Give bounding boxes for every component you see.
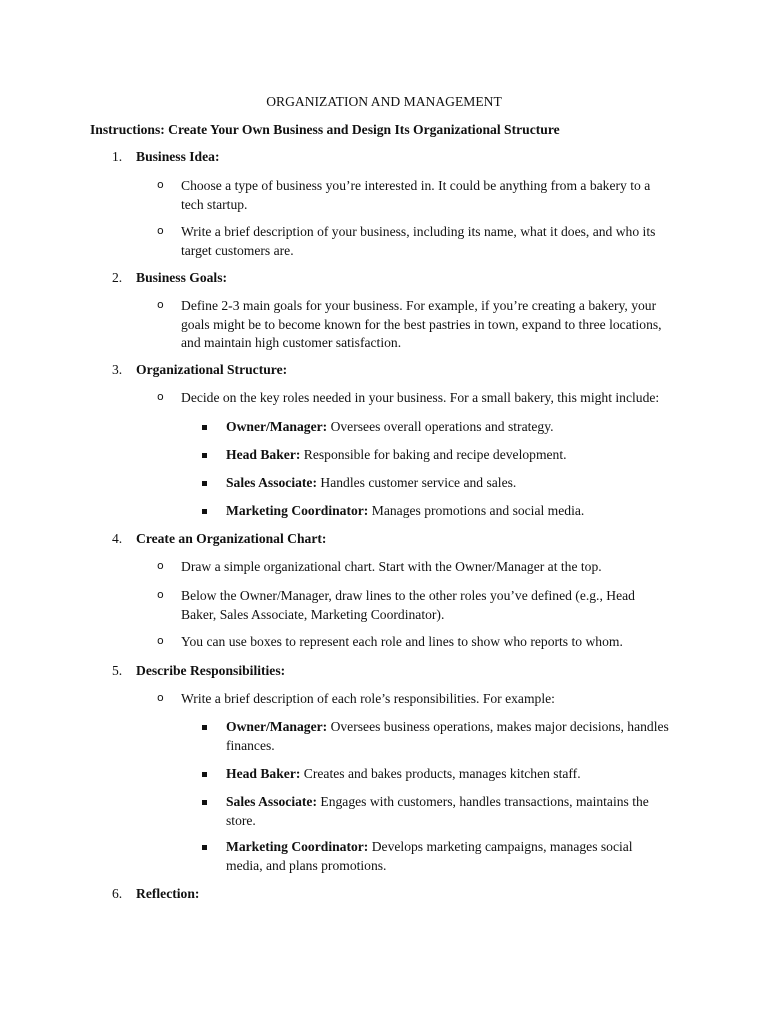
square-bullet-icon [202, 725, 207, 730]
list-item-text: Draw a simple organizational chart. Start with the Owner/Manager at the top. [181, 559, 602, 574]
hollow-bullet-icon: o [157, 634, 164, 647]
step-number: 5. [112, 663, 123, 678]
step-label: Describe Responsibilities: [136, 663, 286, 678]
hollow-bullet-icon: o [157, 224, 164, 237]
square-bullet-icon [202, 800, 207, 805]
role-description: Oversees overall operations and strategy. [327, 419, 554, 434]
role-name: Owner/Manager: [226, 719, 328, 734]
list-item-text: You can use boxes to represent each role and lines to show who reports to whom. [181, 634, 623, 649]
step-label: Reflection: [136, 886, 200, 901]
role-name: Sales Associate: [226, 475, 317, 490]
step-label: Business Goals: [136, 270, 228, 285]
role-name: Marketing Coordinator: [226, 503, 369, 518]
step-number: 1. [112, 149, 123, 164]
square-bullet-icon [202, 481, 207, 486]
role-name: Head Baker: [226, 447, 301, 462]
list-item-text: Define 2-3 main goals for your business. For example, if you’re creating a bakery, your goals might be to become known for the best pastries in town, expand to three locations, and maintain high customer satisfaction. [181, 298, 662, 350]
square-bullet-icon [202, 453, 207, 458]
step-number: 2. [112, 270, 123, 285]
role-description: Oversees business operations, makes major decisions, handles finances. [226, 719, 669, 753]
step-number: 3. [112, 362, 123, 377]
step-number: 6. [112, 886, 123, 901]
step-label: Create an Organizational Chart: [136, 531, 327, 546]
square-bullet-icon [202, 509, 207, 514]
role-description: Engages with customers, handles transactions, maintains the store. [226, 794, 649, 828]
step-label: Organizational Structure: [136, 362, 288, 377]
role-description: Creates and bakes products, manages kitchen staff. [300, 766, 581, 781]
role-name: Marketing Coordinator: [226, 839, 369, 854]
role-name: Sales Associate: [226, 794, 317, 809]
role-description: Responsible for baking and recipe development. [300, 447, 567, 462]
step-label: Business Idea: [136, 149, 220, 164]
list-item-text: Below the Owner/Manager, draw lines to the other roles you’ve defined (e.g., Head Baker, Sales Associate, Marketing Coordinator). [181, 588, 635, 622]
hollow-bullet-icon: o [157, 390, 164, 403]
square-bullet-icon [202, 845, 207, 850]
hollow-bullet-icon: o [157, 588, 164, 601]
hollow-bullet-icon: o [157, 178, 164, 191]
document-title: ORGANIZATION AND MANAGEMENT [266, 94, 502, 109]
hollow-bullet-icon: o [157, 691, 164, 704]
list-item-text: Choose a type of business you’re interested in. It could be anything from a bakery to a tech startup. [181, 178, 651, 212]
square-bullet-icon [202, 772, 207, 777]
instructions-heading: Instructions: Create Your Own Business and Design Its Organizational Structure [90, 122, 560, 137]
list-item-text: Write a brief description of your business, including its name, what it does, and who its target customers are. [181, 224, 656, 258]
role-description: Develops marketing campaigns, manages social media, and plans promotions. [226, 839, 633, 873]
square-bullet-icon [202, 425, 207, 430]
role-description: Manages promotions and social media. [368, 503, 585, 518]
hollow-bullet-icon: o [157, 298, 164, 311]
hollow-bullet-icon: o [157, 559, 164, 572]
role-description: Handles customer service and sales. [317, 475, 517, 490]
list-item-text: Write a brief description of each role’s responsibilities. For example: [181, 691, 555, 706]
role-name: Head Baker: [226, 766, 301, 781]
step-number: 4. [112, 531, 123, 546]
role-name: Owner/Manager: [226, 419, 328, 434]
list-item-text: Decide on the key roles needed in your business. For a small bakery, this might include: [181, 390, 660, 405]
